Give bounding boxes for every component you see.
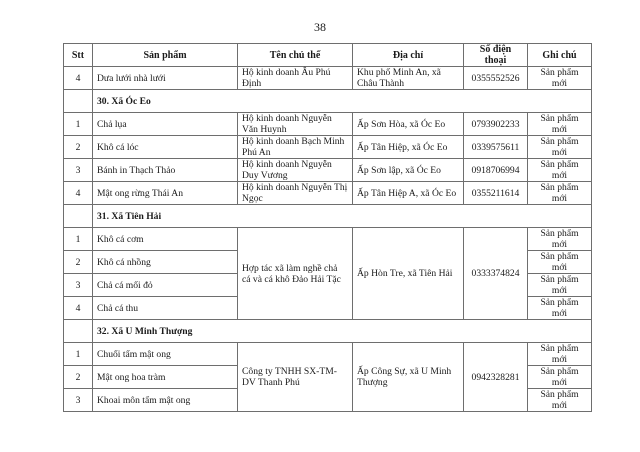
cell-owner: Hộ kinh doanh Nguyễn Thị Ngọc — [238, 182, 353, 205]
cell-note: Sản phẩm mới — [528, 113, 592, 136]
table-row — [64, 67, 592, 90]
cell-phone: 0918706994 — [464, 159, 528, 182]
cell-stt: 2 — [64, 136, 93, 159]
cell-address: Ấp Sơn lập, xã Óc Eo — [353, 159, 464, 182]
section-row-u-minh-thuong — [64, 320, 592, 343]
section-title: 32. Xã U Minh Thượng — [93, 320, 592, 343]
cell-note: Sản phẩm mới — [528, 274, 592, 297]
table-header-row — [64, 44, 592, 67]
table-row — [64, 136, 592, 159]
cell-owner-merged: Hợp tác xã làm nghề chả cá và cá khô Đảo Hải Tặc — [238, 228, 353, 320]
header-phone: Số điện thoại — [464, 44, 528, 67]
cell-owner: Hộ kinh doanh Nguyễn Duy Vương — [238, 159, 353, 182]
cell-stt: 2 — [64, 366, 93, 389]
cell-stt: 3 — [64, 389, 93, 412]
cell-note: Sản phẩm mới — [528, 67, 592, 90]
header-address: Địa chỉ — [353, 44, 464, 67]
cell-address: Ấp Tân Hiệp, xã Óc Eo — [353, 136, 464, 159]
cell-note: Sản phẩm mới — [528, 297, 592, 320]
cell-stt: 1 — [64, 228, 93, 251]
cell-stt: 3 — [64, 274, 93, 297]
cell-note: Sản phẩm mới — [528, 343, 592, 366]
cell-stt: 2 — [64, 251, 93, 274]
table-row — [64, 159, 592, 182]
section-row-tien-hai — [64, 205, 592, 228]
cell-note: Sản phẩm mới — [528, 182, 592, 205]
cell-product: Chuối tẩm mật ong — [93, 343, 238, 366]
cell-owner-merged: Công ty TNHH SX-TM-DV Thanh Phú — [238, 343, 353, 412]
cell-phone-merged: 0333374824 — [464, 228, 528, 320]
cell-address-merged: Ấp Hòn Tre, xã Tiên Hải — [353, 228, 464, 320]
cell-note: Sản phẩm mới — [528, 228, 592, 251]
cell-product: Khô cá cơm — [93, 228, 238, 251]
section-row-oc-eo — [64, 90, 592, 113]
table-row — [64, 113, 592, 136]
table-row — [64, 228, 592, 251]
cell-product: Khoai môn tẩm mật ong — [93, 389, 238, 412]
cell-address: Ấp Sơn Hòa, xã Óc Eo — [353, 113, 464, 136]
table-row — [64, 343, 592, 366]
cell-product: Mật ong hoa tràm — [93, 366, 238, 389]
table-row — [64, 182, 592, 205]
cell-phone: 0793902233 — [464, 113, 528, 136]
cell-product: Chả lụa — [93, 113, 238, 136]
cell-address-merged: Ấp Công Sự, xã U Minh Thượng — [353, 343, 464, 412]
cell-address: Ấp Tân Hiệp A, xã Óc Eo — [353, 182, 464, 205]
section-title: 30. Xã Óc Eo — [93, 90, 592, 113]
cell-note: Sản phẩm mới — [528, 251, 592, 274]
cell-address: Khu phố Minh An, xã Châu Thành — [353, 67, 464, 90]
cell-phone-merged: 0942328281 — [464, 343, 528, 412]
page-number: 38 — [314, 20, 326, 34]
cell-stt: 3 — [64, 159, 93, 182]
section-stt-empty — [64, 205, 93, 228]
cell-note: Sản phẩm mới — [528, 389, 592, 412]
product-table — [63, 43, 592, 412]
cell-stt: 4 — [64, 67, 93, 90]
cell-stt: 1 — [64, 113, 93, 136]
cell-owner: Hộ kinh doanh Nguyễn Văn Huynh — [238, 113, 353, 136]
section-title: 31. Xã Tiên Hải — [93, 205, 592, 228]
cell-owner: Hộ kinh doanh Bạch Minh Phú An — [238, 136, 353, 159]
cell-product: Dưa lưới nhà lưới — [93, 67, 238, 90]
cell-product: Chả cá thu — [93, 297, 238, 320]
cell-phone: 0339575611 — [464, 136, 528, 159]
cell-product: Chả cá mối đỏ — [93, 274, 238, 297]
header-owner: Tên chủ thể — [238, 44, 353, 67]
cell-stt: 4 — [64, 182, 93, 205]
cell-product: Khô cá nhồng — [93, 251, 238, 274]
cell-stt: 1 — [64, 343, 93, 366]
cell-product: Mật ong rừng Thái An — [93, 182, 238, 205]
cell-note: Sản phẩm mới — [528, 136, 592, 159]
cell-owner: Hộ kinh doanh Âu Phú Định — [238, 67, 353, 90]
cell-product: Bánh in Thạch Thảo — [93, 159, 238, 182]
cell-note: Sản phẩm mới — [528, 366, 592, 389]
header-product: Sản phẩm — [93, 44, 238, 67]
cell-phone: 0355211614 — [464, 182, 528, 205]
section-stt-empty — [64, 320, 93, 343]
cell-phone: 0355552526 — [464, 67, 528, 90]
cell-product: Khô cá lóc — [93, 136, 238, 159]
header-stt: Stt — [64, 44, 93, 67]
section-stt-empty — [64, 90, 93, 113]
cell-note: Sản phẩm mới — [528, 159, 592, 182]
cell-stt: 4 — [64, 297, 93, 320]
header-note: Ghi chú — [528, 44, 592, 67]
